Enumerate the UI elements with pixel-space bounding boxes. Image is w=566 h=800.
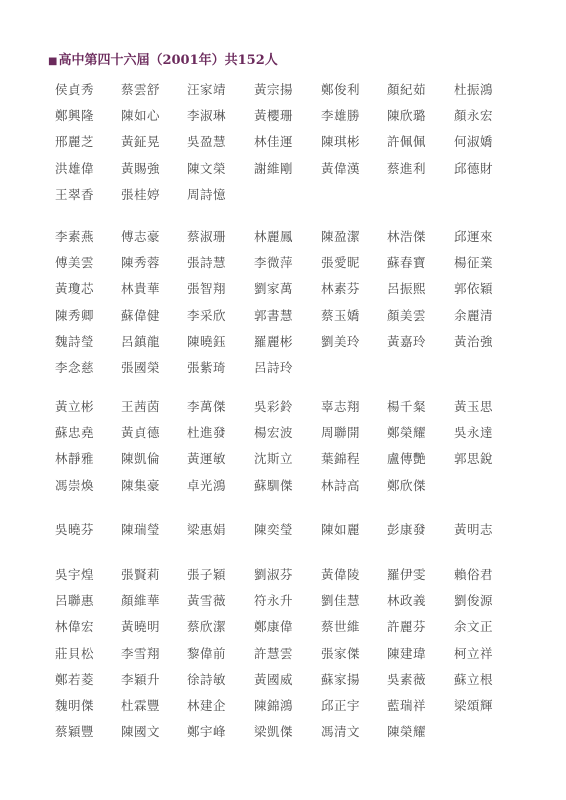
student-name: 陳曉鈺 — [187, 333, 227, 349]
student-name: 黃鉦晃 — [121, 134, 161, 150]
student-name: 郭依穎 — [454, 281, 494, 297]
student-name: 林麗鳳 — [254, 229, 294, 244]
student-name: 李素燕 — [55, 229, 95, 244]
student-name: 侯貞秀 — [55, 82, 95, 97]
student-name: 陳建瑋 — [387, 645, 427, 661]
student-name: 蔡玉嬌 — [321, 307, 361, 323]
student-name: 邢麗芝 — [55, 134, 95, 150]
student-name: 劉美玲 — [321, 333, 361, 349]
student-name: 鄭榮耀 — [387, 425, 427, 441]
student-name: 吳宇煌 — [55, 567, 95, 582]
student-name: 呂鎮龍 — [121, 333, 161, 349]
student-name: 陳秀蓉 — [121, 255, 161, 271]
student-name: 蔡淑珊 — [187, 229, 227, 244]
student-name: 莊貝松 — [55, 645, 95, 661]
student-name: 鄭宇峰 — [187, 724, 227, 740]
student-name: 陳奕瑩 — [254, 522, 294, 537]
student-name: 林靜雅 — [55, 451, 95, 467]
student-name: 郭書慧 — [254, 307, 294, 323]
student-name: 杜霖豐 — [121, 698, 161, 713]
student-name: 黃瓊芯 — [55, 281, 95, 297]
student-name: 許佩佩 — [387, 134, 427, 150]
student-name: 蔡欣潔 — [187, 619, 227, 635]
student-name: 黃偉陵 — [321, 567, 361, 582]
student-name: 黃立彬 — [55, 399, 95, 414]
student-name: 邱運來 — [454, 229, 494, 244]
student-name: 陳秀卿 — [55, 307, 95, 323]
student-name: 楊宏波 — [254, 425, 294, 441]
student-name: 劉佳慧 — [321, 593, 361, 609]
student-name: 盧傳艷 — [387, 451, 427, 467]
student-name: 黃曉明 — [121, 619, 161, 635]
student-name: 沈斯立 — [254, 451, 294, 467]
student-name: 蔡進利 — [387, 160, 427, 176]
student-name: 魏詩瑩 — [55, 333, 95, 349]
student-name: 黎偉前 — [187, 645, 227, 661]
student-name: 李雪翔 — [121, 645, 161, 661]
student-name: 張國榮 — [121, 360, 161, 375]
student-name: 顏紀茹 — [387, 82, 427, 97]
student-name: 辜志翔 — [321, 399, 361, 414]
student-name: 魏明傑 — [55, 698, 95, 713]
student-name: 杜振鴻 — [454, 82, 494, 97]
student-name: 蘇春寶 — [387, 255, 427, 271]
student-name: 洪雄偉 — [55, 160, 95, 176]
bullet-icon: ■ — [48, 56, 58, 67]
student-name: 楊千粲 — [387, 399, 427, 414]
student-name: 傅美雲 — [55, 255, 95, 271]
student-name: 傅志豪 — [121, 229, 161, 244]
student-name: 藍瑞祥 — [387, 698, 427, 713]
student-name: 李采欣 — [187, 307, 227, 323]
student-name: 劉俊源 — [454, 593, 494, 609]
student-name: 謝維剛 — [254, 160, 294, 176]
student-name: 汪家靖 — [187, 82, 227, 97]
student-name: 張詩慧 — [187, 255, 227, 271]
student-name: 許麗芬 — [387, 619, 427, 635]
student-name: 黃治強 — [454, 333, 494, 349]
student-name: 周聯開 — [321, 425, 361, 441]
student-name: 黃雪薇 — [187, 593, 227, 609]
section-heading — [48, 49, 278, 68]
student-name: 蘇忠堯 — [55, 425, 95, 441]
student-name: 顏維華 — [121, 593, 161, 609]
student-name: 林詩高 — [321, 477, 361, 493]
student-name: 周詩憶 — [187, 186, 227, 202]
student-name: 黃玉思 — [454, 399, 494, 414]
student-name: 呂聯惠 — [55, 593, 95, 609]
student-name: 林建企 — [187, 698, 227, 713]
student-name: 張愛昵 — [321, 255, 361, 271]
student-name: 彭康發 — [387, 522, 427, 537]
student-name: 蘇立根 — [454, 671, 494, 687]
student-name: 鄭若菱 — [55, 671, 95, 687]
student-name: 卓光鴻 — [187, 477, 227, 493]
student-name: 林素芬 — [321, 281, 361, 297]
student-name: 蔡世維 — [321, 619, 361, 635]
student-name: 梁惠娟 — [187, 522, 227, 537]
student-name: 吳曉芬 — [55, 522, 95, 537]
student-name: 李雄勝 — [321, 108, 361, 124]
student-name: 鄭俊利 — [321, 82, 361, 97]
student-name: 杜進發 — [187, 425, 227, 441]
student-name: 梁凱傑 — [254, 724, 294, 740]
student-name: 余文正 — [454, 619, 494, 635]
student-name: 林貴華 — [121, 281, 161, 297]
student-name: 陳瑞瑩 — [121, 522, 161, 537]
student-name: 郭思銳 — [454, 451, 494, 467]
student-name: 黃櫻珊 — [254, 108, 294, 124]
student-name: 吳素薇 — [387, 671, 427, 687]
student-name: 王茜茵 — [121, 399, 161, 414]
student-name: 蘇馴傑 — [254, 477, 294, 493]
student-name: 余麗清 — [454, 307, 494, 323]
student-name: 陳如心 — [121, 108, 161, 124]
student-name: 陳盈潔 — [321, 229, 361, 244]
student-name: 林佳運 — [254, 134, 294, 150]
student-name: 張子穎 — [187, 567, 227, 582]
student-name: 張賢莉 — [121, 567, 161, 582]
student-name: 賴俗君 — [454, 567, 494, 582]
student-name: 鄭欣傑 — [387, 477, 427, 493]
student-name: 許慧雲 — [254, 645, 294, 661]
student-name: 黃宗揚 — [254, 82, 294, 97]
student-name: 顏永宏 — [454, 108, 494, 124]
student-name: 呂振熙 — [387, 281, 427, 297]
student-name: 林浩傑 — [387, 229, 427, 244]
student-name: 馮崇煥 — [55, 477, 95, 493]
student-name: 徐詩敏 — [187, 671, 227, 687]
student-name: 顏美雲 — [387, 307, 427, 323]
student-name: 吳彩鈴 — [254, 399, 294, 414]
student-name: 羅麗彬 — [254, 333, 294, 349]
student-name: 陳欣璐 — [387, 108, 427, 124]
student-name: 羅伊雯 — [387, 567, 427, 582]
student-name: 柯立祥 — [454, 645, 494, 661]
student-name: 邱正宇 — [321, 698, 361, 713]
student-name: 何淑嬌 — [454, 134, 494, 150]
student-name: 張家傑 — [321, 645, 361, 661]
student-name: 鄭興隆 — [55, 108, 95, 124]
student-name: 黃嘉玲 — [387, 333, 427, 349]
student-name: 黃賜強 — [121, 160, 161, 176]
student-name: 陳錦鴻 — [254, 698, 294, 713]
student-name: 劉淑芬 — [254, 567, 294, 582]
student-name: 蘇家揚 — [321, 671, 361, 687]
student-name: 邱德財 — [454, 160, 494, 176]
student-name: 陳凱倫 — [121, 451, 161, 467]
student-name: 黃運敏 — [187, 451, 227, 467]
student-name: 陳如麗 — [321, 522, 361, 537]
student-name: 梁頌輝 — [454, 698, 494, 713]
student-name: 蘇偉健 — [121, 307, 161, 323]
student-name: 黃偉漢 — [321, 160, 361, 176]
student-name: 王翠香 — [55, 186, 95, 202]
student-name: 張智翔 — [187, 281, 227, 297]
student-name: 陳集豪 — [121, 477, 161, 493]
student-name: 黃明志 — [454, 522, 494, 537]
student-name: 馮清文 — [321, 724, 361, 740]
student-name: 張桂婷 — [121, 186, 161, 202]
student-name: 李穎升 — [121, 671, 161, 687]
student-name: 黃貞德 — [121, 425, 161, 441]
student-name: 陳琪彬 — [321, 134, 361, 150]
student-name: 鄭康偉 — [254, 619, 294, 635]
student-name: 李念慈 — [55, 360, 95, 375]
student-name: 李萬傑 — [187, 399, 227, 414]
student-name: 呂詩玲 — [254, 360, 294, 375]
student-name: 陳國文 — [121, 724, 161, 740]
student-name: 林偉宏 — [55, 619, 95, 635]
student-name: 楊征業 — [454, 255, 494, 271]
student-name: 李淑琳 — [187, 108, 227, 124]
student-name: 蔡雲舒 — [121, 82, 161, 97]
student-name: 劉家萬 — [254, 281, 294, 297]
student-name: 李微萍 — [254, 255, 294, 271]
student-name: 陳榮耀 — [387, 724, 427, 740]
student-name: 符永升 — [254, 593, 294, 609]
student-name: 吳盈慧 — [187, 134, 227, 150]
student-name: 蔡穎豐 — [55, 724, 95, 740]
student-name: 葉錦程 — [321, 451, 361, 467]
student-name: 吳永達 — [454, 425, 494, 441]
student-name: 張紫琦 — [187, 360, 227, 375]
heading-text: 高中第四十六屆（2001年）共152人 — [58, 53, 278, 68]
student-name: 陳文榮 — [187, 160, 227, 176]
student-name: 林政義 — [387, 593, 427, 609]
student-name: 黃國威 — [254, 671, 294, 687]
